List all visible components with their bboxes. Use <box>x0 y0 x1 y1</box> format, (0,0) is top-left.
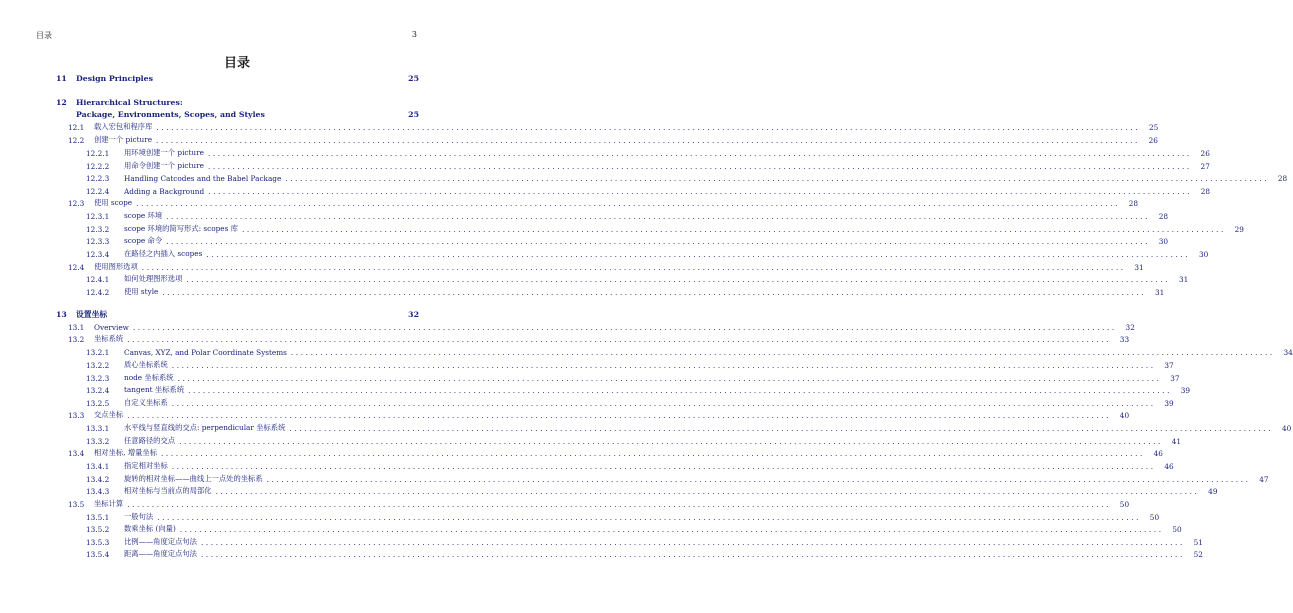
toc-leader-dots: ........................................................................................................................................................................................................ <box>132 322 1117 332</box>
toc-leader-dots: ........................................................................................................................................................................................................ <box>207 148 1192 158</box>
toc-entry[interactable] <box>56 121 1159 133</box>
toc-entry[interactable] <box>56 308 419 320</box>
toc-entry-number: 13.3 <box>68 410 85 420</box>
toc-entry-page: 50 <box>1172 524 1182 534</box>
toc-entry-number: 13.2.4 <box>86 385 110 395</box>
toc-entry-title: 数乘坐标 (向量) <box>124 524 176 533</box>
toc-entry[interactable] <box>56 197 1139 209</box>
toc-leader-dots: ........................................................................................................................................................................................................ <box>141 262 1126 272</box>
toc-entry[interactable] <box>56 511 1160 523</box>
toc-entry-page: 28 <box>1128 198 1139 208</box>
toc-entry-number: 13.5.1 <box>86 512 110 522</box>
toc-entry-page: 29 <box>1234 224 1244 234</box>
toc-leader-dots: ........................................................................................................................................................................................................ <box>166 211 1151 221</box>
toc-leader-dots: ........................................................................................................................................................................................................ <box>179 524 1164 534</box>
toc-entry-number: 13.2.2 <box>86 360 110 370</box>
toc-entry-title: Design Principles <box>76 73 153 83</box>
toc-leader-dots: ........................................................................................................................................................................................................ <box>290 347 1275 357</box>
toc-entry-number: 12.3 <box>68 198 85 208</box>
toc-entry-number: 12.3.3 <box>86 236 110 246</box>
toc-entry-title: Handling Catcodes and the Babel Package <box>124 173 282 183</box>
toc-entry-number: 12.3.4 <box>86 249 110 259</box>
toc-entry[interactable] <box>56 286 1165 298</box>
toc-leader-dots: ........................................................................................................................................................................................................ <box>179 436 1163 446</box>
toc-leader-dots: ........................................................................................................................................................................................................ <box>186 274 1171 284</box>
toc-entry-number: 13.2.5 <box>86 398 110 408</box>
toc-entry[interactable] <box>56 96 419 108</box>
toc-entry[interactable] <box>56 333 1130 345</box>
toc-entry-page: 34 <box>1283 347 1293 357</box>
toc-entry-title: 如何处理图形选项 <box>124 274 183 283</box>
toc-entry[interactable] <box>56 372 1180 384</box>
toc-entry[interactable] <box>56 536 1203 548</box>
toc-leader-dots: ........................................................................................................................................................................................................ <box>171 398 1156 408</box>
toc-leader-dots: ........................................................................................................................................................................................................ <box>200 537 1185 547</box>
toc-leader-dots: ........................................................................................................................................................................................................ <box>285 173 1270 183</box>
toc-leader-dots: ........................................................................................................................................................................................................ <box>156 135 1140 145</box>
toc-entry-page: 39 <box>1164 398 1174 408</box>
toc-entry[interactable] <box>56 359 1174 371</box>
toc-entry[interactable] <box>56 108 419 120</box>
toc-entry-number: 13.2.1 <box>86 347 110 357</box>
toc-entry-title: 水平线与竖直线的交点: perpendicular 坐标系统 <box>124 423 286 432</box>
toc-entry-page: 28 <box>1158 211 1169 221</box>
running-header-title: 目录 <box>36 31 52 40</box>
toc-entry[interactable] <box>56 384 1191 396</box>
toc-entry-number: 13.5.3 <box>86 537 110 547</box>
toc-entry-title: 在路径之内插入 scopes <box>124 249 203 258</box>
toc-entry-page: 37 <box>1170 373 1180 383</box>
toc-leader-dots: ........................................................................................................................................................................................................ <box>171 360 1156 370</box>
toc-entry-number: 12.2.2 <box>86 161 110 171</box>
toc-leader-dots: ........................................................................................................................................................................................................ <box>241 224 1226 234</box>
toc-entry-title: 使用 scope <box>94 198 133 207</box>
toc-entry-number: 12 <box>56 97 67 107</box>
toc-leader-dots: ........................................................................................................................................................................................................ <box>127 410 1112 420</box>
toc-entry-page: 40 <box>1119 410 1130 420</box>
toc-entry-number: 13.1 <box>68 322 85 332</box>
toc-entry-page: 26 <box>1200 148 1210 158</box>
toc-entry-title: 任意路径的交点 <box>124 436 176 445</box>
toc-leader-dots: ........................................................................................................................................................................................................ <box>208 186 1193 196</box>
toc-entry-page: 50 <box>1149 512 1160 522</box>
toc-entry[interactable] <box>56 447 1163 459</box>
toc-entry[interactable] <box>56 435 1181 447</box>
toc-entry[interactable] <box>56 485 1218 497</box>
toc-entry[interactable] <box>56 134 1158 146</box>
toc-entry-number: 13.5.2 <box>86 524 110 534</box>
toc-entry-number: 12.3.1 <box>86 211 110 221</box>
toc-leader-dots: ........................................................................................................................................................................................................ <box>188 385 1173 395</box>
toc-entry-page: 25 <box>1148 122 1159 132</box>
toc-leader-dots: ........................................................................................................................................................................................................ <box>171 461 1156 471</box>
toc-leader-dots: ........................................................................................................................................................................................................ <box>127 334 1112 344</box>
toc-entry-page: 39 <box>1180 385 1191 395</box>
toc-leader-dots: ........................................................................................................................................................................................................ <box>206 249 1191 259</box>
toc-leader-dots: ........................................................................................................................................................................................................ <box>161 448 1145 458</box>
toc-entry[interactable] <box>56 248 1209 260</box>
toc-entry-page: 50 <box>1119 499 1130 509</box>
toc-entry-page: 47 <box>1259 474 1269 484</box>
toc-entry-title: 设置坐标 <box>76 309 108 319</box>
toc-entry-title: Canvas, XYZ, and Polar Coordinate Systems <box>124 347 287 357</box>
toc-entry-title: 载入宏包和程序库 <box>94 122 153 131</box>
toc-entry-number: 13 <box>56 309 67 319</box>
toc-entry-title: 使用图形选项 <box>94 262 138 271</box>
toc-leader-dots: ........................................................................................................................................................................................................ <box>200 549 1185 559</box>
toc-entry[interactable] <box>56 498 1130 510</box>
toc-entry-number: 13.4.1 <box>86 461 110 471</box>
toc-entry-page: 33 <box>1119 334 1130 344</box>
toc-leader-dots: ........................................................................................................................................................................................................ <box>136 198 1121 208</box>
toc-entry-title: 坐标计算 <box>94 499 124 508</box>
toc-entry-page: 40 <box>1282 423 1292 433</box>
toc-entry[interactable] <box>56 235 1169 247</box>
toc-entry-page: 31 <box>1178 274 1189 284</box>
toc-entry-title: 比例——角度定点句法 <box>124 537 197 546</box>
toc-entry-title: 坐标系统 <box>94 334 124 343</box>
toc-entry-title: Package, Environments, Scopes, and Styles <box>76 109 265 119</box>
toc-entry[interactable] <box>56 321 1135 333</box>
toc-entry-page: 28 <box>1200 186 1211 196</box>
toc-entry-title: 质心坐标系统 <box>124 360 168 369</box>
toc-entry-page: 26 <box>1148 135 1158 145</box>
toc-entry[interactable] <box>56 261 1144 273</box>
toc-entry[interactable] <box>56 160 1210 172</box>
toc-entry[interactable] <box>56 210 1169 222</box>
toc-leader-dots: ........................................................................................................................................................................................................ <box>266 474 1251 484</box>
toc-leader-dots: ........................................................................................................................................................................................................ <box>177 373 1162 383</box>
toc-leader-dots: ........................................................................................................................................................................................................ <box>166 236 1151 246</box>
toc-entry-title: Overview <box>94 322 129 332</box>
toc-entry-page: 25 <box>408 109 419 119</box>
toc-entry-page: 28 <box>1277 173 1288 183</box>
toc-entry-title: 用命令创建一个 picture <box>124 161 204 170</box>
toc-entry-number: 13.3.2 <box>86 436 110 446</box>
toc-entry-page: 46 <box>1164 461 1174 471</box>
toc-entry-number: 12.4.1 <box>86 274 110 284</box>
toc-entry-page: 37 <box>1164 360 1174 370</box>
toc-entry-number: 12.2 <box>68 135 85 145</box>
toc-leader-dots: ........................................................................................................................................................................................................ <box>157 512 1142 522</box>
toc-entry-number: 13.2 <box>68 334 85 344</box>
toc-entry-title: 距离——角度定点句法 <box>124 549 197 558</box>
toc-entry-number: 13.5.4 <box>86 549 110 559</box>
toc-entry-title: 使用 style <box>124 287 159 296</box>
toc-entry-title: 一般句法 <box>124 512 154 521</box>
page-number: 3 <box>411 30 417 39</box>
toc-entry-title: 指定相对坐标 <box>124 461 168 470</box>
toc-entry-page: 52 <box>1193 549 1203 559</box>
toc-entry-title: Hierarchical Structures: <box>76 97 183 107</box>
toc-leader-dots: ........................................................................................................................................................................................................ <box>162 287 1147 297</box>
toc-entry-title: scope 环境的简写形式: scopes 库 <box>124 224 238 233</box>
toc-entry-number: 13.4 <box>68 448 85 458</box>
toc-entry[interactable] <box>56 548 1203 560</box>
toc-entry-title: 用环境创建一个 picture <box>124 148 204 157</box>
toc-entry-title: 旋转的相对坐标——曲线上一点处的坐标系 <box>124 474 263 483</box>
toc-entry-number: 11 <box>56 73 67 83</box>
toc-entry[interactable] <box>56 422 1292 434</box>
toc-entry-number: 12.4.2 <box>86 287 110 297</box>
toc-entry[interactable] <box>56 185 1211 197</box>
toc-entry[interactable] <box>56 72 419 84</box>
toc-entry-page: 30 <box>1158 236 1169 246</box>
toc-entry-title: Adding a Background <box>124 186 205 196</box>
toc-entry-number: 13.4.3 <box>86 486 110 496</box>
toc-entry-number: 12.2.3 <box>86 173 110 183</box>
toc-entry-title: scope 环境 <box>124 211 163 220</box>
toc-entry-number: 12.2.1 <box>86 148 110 158</box>
toc-entry-number: 12.1 <box>68 122 85 132</box>
toc-entry[interactable] <box>56 172 1288 184</box>
toc-entry-number: 13.5 <box>68 499 85 509</box>
toc-entry-page: 49 <box>1208 486 1218 496</box>
toc-entry-title: 自定义坐标系 <box>124 398 168 407</box>
toc-entry-page: 51 <box>1193 537 1203 547</box>
toc-entry-page: 41 <box>1171 436 1181 446</box>
toc-entry-number: 12.2.4 <box>86 186 110 196</box>
toc-entry[interactable] <box>56 223 1244 235</box>
toc-leader-dots: ........................................................................................................................................................................................................ <box>207 161 1192 171</box>
toc-entry[interactable] <box>56 397 1174 409</box>
toc-entry-page: 27 <box>1200 161 1210 171</box>
toc-entry-title: 交点坐标 <box>94 410 124 419</box>
toc-entry-title: 相对坐标与当前点的局部化 <box>124 486 212 495</box>
toc-leader-dots: ........................................................................................................................................................................................................ <box>156 122 1141 132</box>
toc-entry[interactable] <box>56 147 1210 159</box>
toc-entry-number: 12.3.2 <box>86 224 110 234</box>
toc-entry[interactable] <box>56 273 1189 285</box>
toc-entry[interactable] <box>56 473 1269 485</box>
toc-entry[interactable] <box>56 409 1130 421</box>
toc-entry-title: node 坐标系统 <box>124 373 174 382</box>
toc-entry-page: 31 <box>1154 287 1165 297</box>
toc-entry-number: 13.3.1 <box>86 423 110 433</box>
toc-entry-number: 13.2.3 <box>86 373 110 383</box>
toc-leader-dots: ........................................................................................................................................................................................................ <box>215 486 1200 496</box>
toc-entry-page: 32 <box>1125 322 1135 332</box>
toc-entry-number: 13.4.2 <box>86 474 110 484</box>
toc-entry[interactable] <box>56 460 1174 472</box>
toc-entry-page: 46 <box>1153 448 1163 458</box>
toc-entry-title: 相对坐标, 增量坐标 <box>94 448 158 457</box>
toc-entry-page: 25 <box>408 73 419 83</box>
toc-entry-title: scope 命令 <box>124 236 163 245</box>
toc-entry-number: 12.4 <box>68 262 85 272</box>
toc-entry-title: tangent 坐标系统 <box>124 385 185 394</box>
page-title: 目录 <box>223 56 250 71</box>
toc-entry[interactable] <box>56 523 1182 535</box>
toc-leader-dots: ........................................................................................................................................................................................................ <box>127 499 1112 509</box>
toc-entry-page: 32 <box>408 309 419 319</box>
toc-entry-page: 30 <box>1198 249 1209 259</box>
toc-entry[interactable] <box>56 346 1293 358</box>
toc-entry-title: 创建一个 picture <box>94 135 153 144</box>
toc-leader-dots: ........................................................................................................................................................................................................ <box>289 423 1274 433</box>
toc-entry-page: 31 <box>1134 262 1144 272</box>
